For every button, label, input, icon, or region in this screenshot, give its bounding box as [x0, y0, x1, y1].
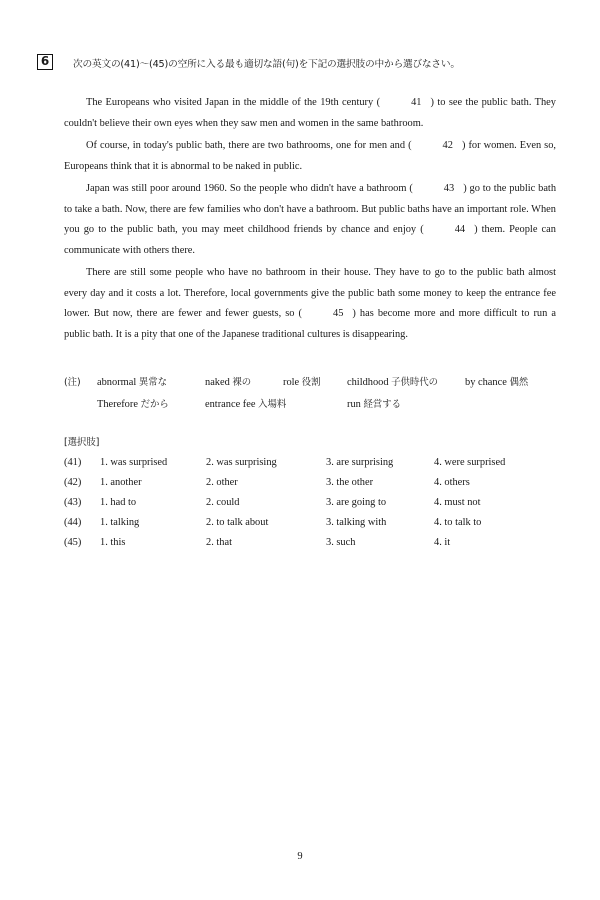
- passage-paragraph-3: [64, 179, 556, 261]
- choice-row-44: [64, 513, 564, 533]
- choice-question-number: (45): [64, 537, 82, 548]
- note-en: Therefore: [97, 399, 138, 410]
- p3-text-b: go to the public bath to take a bath. Now, there are few families who don't have a bathroom. But public baths have an important role. When you go to the public bath, you may meet childhood friends by chance and enjoy: [64, 183, 557, 235]
- choice-option: 1. had to: [100, 497, 137, 508]
- choice-option: 1. was surprised: [100, 457, 168, 468]
- note-jp: 子供時代の: [391, 377, 439, 388]
- note-item: [283, 372, 321, 394]
- choice-option: 2. was surprising: [206, 457, 277, 468]
- choice-question-number: (41): [64, 457, 82, 468]
- question-number-box: 6: [37, 54, 53, 70]
- choice-option: 2. other: [206, 477, 238, 488]
- note-en: role: [283, 377, 300, 388]
- choice-row-43: [64, 493, 564, 513]
- note-item: [205, 394, 286, 416]
- blank-41-number: 41: [411, 97, 422, 108]
- note-en: abnormal: [97, 377, 137, 388]
- blank-44-number: 44: [454, 224, 466, 235]
- note-item: [205, 372, 251, 394]
- choice-row-41: [64, 453, 564, 473]
- choice-option: 1. another: [100, 477, 142, 488]
- choice-option: 4. others: [434, 477, 470, 488]
- p1-text-b: to see the public bath. They couldn't believe their own eyes when they saw men and women in the same bathroom.: [64, 97, 556, 129]
- p3-text-c: them. People can communicate with others there.: [64, 224, 556, 256]
- blank-41: ( 41 ): [377, 97, 434, 108]
- choice-option: 1. this: [100, 537, 126, 548]
- choice-option: 3. are going to: [326, 497, 387, 508]
- choice-option: 3. the other: [326, 477, 374, 488]
- choice-row-42: [64, 473, 564, 493]
- note-en: run: [347, 399, 361, 410]
- notes-row-1: [64, 372, 564, 394]
- note-jp: 異常な: [138, 377, 167, 388]
- choice-option: 4. were surprised: [434, 457, 506, 468]
- note-jp: 経営する: [363, 399, 401, 410]
- passage-paragraph-1: [64, 93, 556, 134]
- choice-option: 3. talking with: [326, 517, 387, 528]
- choices-table: [64, 453, 564, 553]
- blank-43: ( 43 ): [409, 183, 466, 194]
- p4-text-b: has become more and more difficult to run a public bath. It is a pity that one of the Japanese traditional cultures is disappearing.: [64, 308, 556, 340]
- question-header: [37, 54, 567, 72]
- blank-45-number: 45: [333, 308, 344, 319]
- page-number: 9: [297, 851, 303, 862]
- notes-label: (注): [64, 377, 81, 388]
- note-jp: だから: [140, 399, 169, 410]
- note-jp: 偶然: [509, 377, 529, 388]
- vocabulary-notes: [64, 372, 564, 416]
- p2-text-b: for women. Even so, Europeans think that it is abnormal to be naked in public.: [64, 140, 556, 172]
- instruction-text: 次の英文の(41)～(45)の空所に入る最も適切な語(句)を下記の選択肢の中から選びなさい。: [73, 59, 460, 70]
- note-item: [347, 394, 401, 416]
- note-jp: 裸の: [232, 377, 252, 388]
- choices-title: [選択肢]: [64, 437, 100, 448]
- choice-option: 2. that: [206, 537, 232, 548]
- note-item: [97, 372, 167, 394]
- passage-paragraph-4: [64, 263, 556, 345]
- passage-paragraph-2: [64, 136, 556, 177]
- choice-option: 1. talking: [100, 517, 140, 528]
- choice-option: 2. to talk about: [206, 517, 269, 528]
- choice-option: 4. must not: [434, 497, 481, 508]
- p3-text-a: Japan was still poor around 1960. So the people who didn't have a bathroom: [86, 183, 407, 194]
- p1-text-a: The Europeans who visited Japan in the middle of the 19th century: [86, 97, 374, 108]
- choice-option: 3. are surprising: [326, 457, 394, 468]
- note-jp: 役割: [301, 377, 321, 388]
- blank-45: ( 45 ): [299, 308, 356, 319]
- choice-question-number: (43): [64, 497, 82, 508]
- note-en: by chance: [465, 377, 507, 388]
- choice-row-45: [64, 533, 564, 553]
- blank-43-number: 43: [443, 183, 455, 194]
- blank-42-number: 42: [442, 140, 453, 151]
- choice-question-number: (44): [64, 517, 82, 528]
- note-en: entrance fee: [205, 399, 256, 410]
- p4-text-a: There are still some people who have no bathroom in their house. They have to go to the public bath almost every day and it costs a lot. Therefore, local governments give the public bath some money to keep the entrance fee lower. But now, there are fewer and fewer guests, so: [64, 267, 556, 319]
- blank-42: ( 42 ): [408, 140, 465, 151]
- choice-question-number: (42): [64, 477, 82, 488]
- note-item: [465, 372, 528, 394]
- note-en: naked: [205, 377, 230, 388]
- note-item: [97, 394, 169, 416]
- note-en: childhood: [347, 377, 389, 388]
- blank-44: ( 44 ): [420, 224, 477, 235]
- passage: [64, 93, 556, 347]
- choice-option: 4. it: [434, 537, 451, 548]
- p2-text-a: Of course, in today's public bath, there are two bathrooms, one for men and: [86, 140, 406, 151]
- choice-option: 2. could: [206, 497, 240, 508]
- choice-option: 4. to talk to: [434, 517, 482, 528]
- notes-row-2: [64, 394, 564, 416]
- note-jp: 入場料: [258, 399, 287, 410]
- note-item: [347, 372, 438, 394]
- choice-option: 3. such: [326, 537, 356, 548]
